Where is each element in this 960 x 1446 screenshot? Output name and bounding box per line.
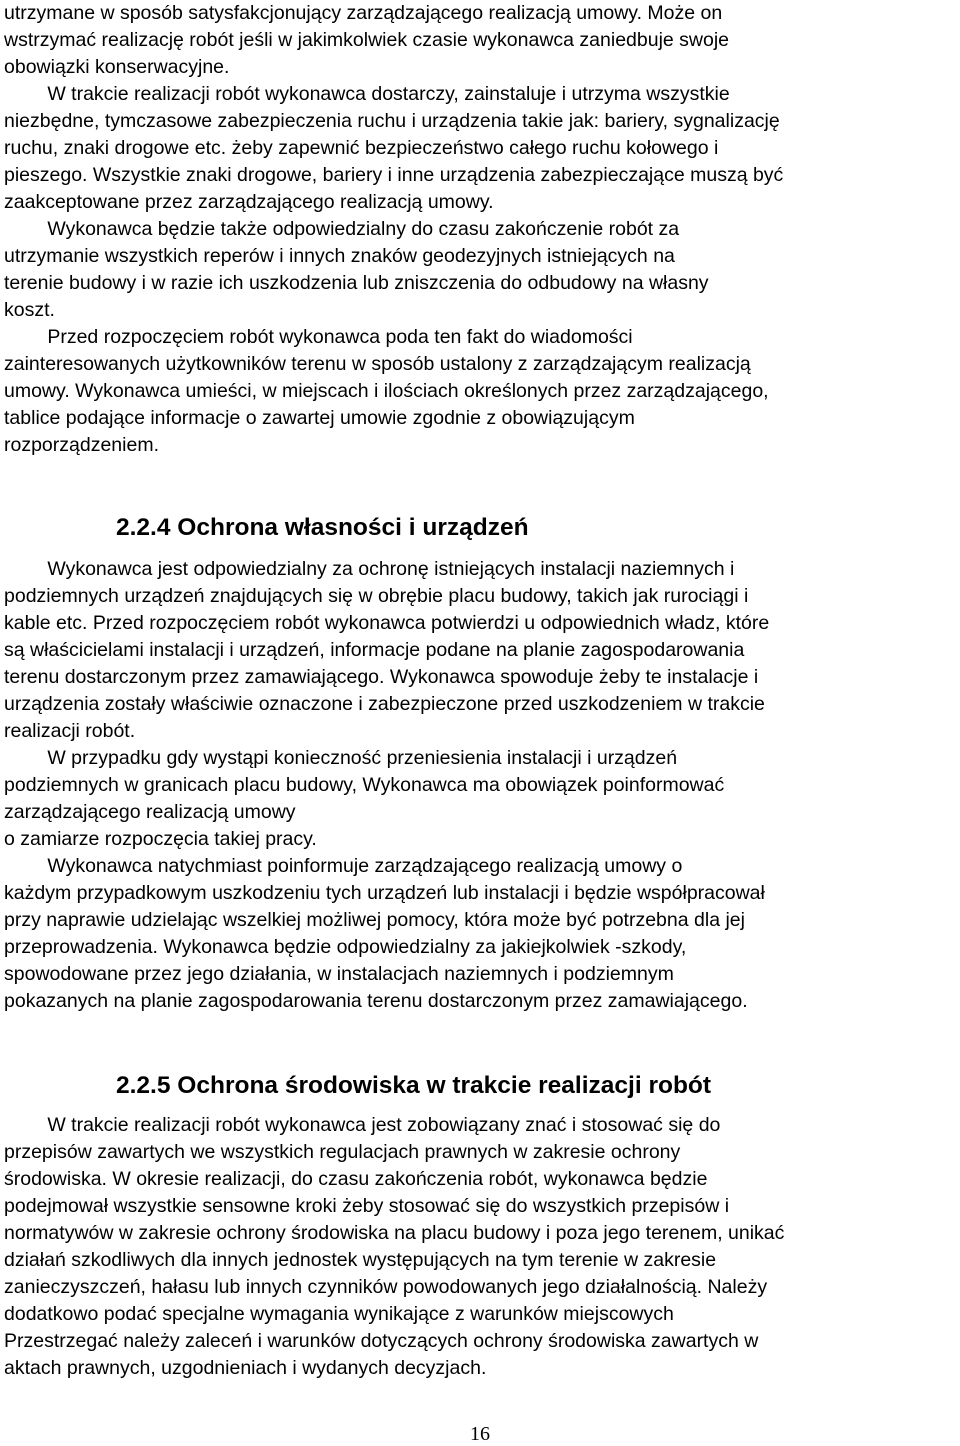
text-line: zainteresowanych użytkowników terenu w sposób ustalony z zarządzającym realizacją: [4, 353, 751, 375]
text-line: przepisów zawartych we wszystkich regulacjach prawnych w zakresie ochrony: [4, 1141, 681, 1163]
text-line: utrzymanie wszystkich reperów i innych znaków geodezyjnych istniejących na: [4, 245, 675, 267]
text-line: przy naprawie udzielając wszelkiej możliwej pomocy, która może być potrzebna dla jej: [4, 909, 745, 931]
text-line: terenie budowy i w razie ich uszkodzenia lub zniszczenia do odbudowy na własny: [4, 272, 709, 294]
text-line: normatywów w zakresie ochrony środowiska na placu budowy i poza jego terenem, unikać: [4, 1222, 785, 1244]
text-line: Przestrzegać należy zaleceń i warunków dotyczących ochrony środowiska zawartych w: [4, 1330, 759, 1352]
text-line: Przed rozpoczęciem robót wykonawca poda ten fakt do wiadomości: [4, 326, 633, 348]
text-line: pieszego. Wszystkie znaki drogowe, bariery i inne urządzenia zabezpieczające muszą być: [4, 164, 784, 186]
text-line: środowiska. W okresie realizacji, do czasu zakończenia robót, wykonawca będzie: [4, 1168, 708, 1190]
text-line: Wykonawca jest odpowiedzialny za ochronę istniejących instalacji naziemnych i: [4, 558, 735, 580]
text-line: podziemnych w granicach placu budowy, Wykonawca ma obowiązek poinformować: [4, 774, 725, 796]
text-line: W przypadku gdy wystąpi konieczność przeniesienia instalacji i urządzeń: [4, 747, 678, 769]
text-line: aktach prawnych, uzgodnieniach i wydanych decyzjach.: [4, 1357, 487, 1379]
text-line: działań szkodliwych dla innych jednostek występujących na tym terenie w zakresie: [4, 1249, 717, 1271]
text-line: pokazanych na planie zagospodarowania terenu dostarczonym przez zamawiającego.: [4, 990, 748, 1012]
text-line: terenu dostarczonym przez zamawiającego. Wykonawca spowoduje żeby te instalacje i: [4, 666, 759, 688]
text-line: podziemnych urządzeń znajdujących się w obrębie placu budowy, takich jak rurociągi i: [4, 585, 749, 607]
text-line: realizacji robót.: [4, 720, 136, 742]
text-line: utrzymane w sposób satysfakcjonujący zarządzającego realizacją umowy. Może on: [4, 2, 723, 24]
text-line: koszt.: [4, 299, 55, 321]
text-line: spowodowane przez jego działania, w instalacjach naziemnych i podziemnym: [4, 963, 674, 985]
section-heading-2-2-4: 2.2.4 Ochrona własności i urządzeń: [116, 514, 529, 541]
text-line: obowiązki konserwacyjne.: [4, 56, 230, 78]
text-line: Wykonawca będzie także odpowiedzialny do czasu zakończenie robót za: [4, 218, 680, 240]
text-line: zarządzającego realizacją umowy: [4, 801, 296, 823]
text-line: urządzenia zostały właściwie oznaczone i zabezpieczone przed uszkodzeniem w trakcie: [4, 693, 765, 715]
text-line: Wykonawca natychmiast poinformuje zarządzającego realizacją umowy o: [4, 855, 683, 877]
text-line: tablice podające informacje o zawartej umowie zgodnie z obowiązującym: [4, 407, 635, 429]
text-line: zaakceptowane przez zarządzającego realizacją umowy.: [4, 191, 494, 213]
text-line: W trakcie realizacji robót wykonawca jest zobowiązany znać i stosować się do: [4, 1114, 721, 1136]
text-line: kable etc. Przed rozpoczęciem robót wykonawca potwierdzi u odpowiednich władz, które: [4, 612, 770, 634]
text-line: rozporządzeniem.: [4, 434, 159, 456]
text-line: dodatkowo podać specjalne wymagania wynikające z warunków miejscowych: [4, 1303, 674, 1325]
text-line: są właścicielami instalacji i urządzeń, informacje podane na planie zagospodarowania: [4, 639, 745, 661]
text-line: o zamiarze rozpoczęcia takiej pracy.: [4, 828, 317, 850]
text-line: niezbędne, tymczasowe zabezpieczenia ruchu i urządzenia takie jak: bariery, sygnalizację: [4, 110, 780, 132]
text-line: podejmował wszystkie sensowne kroki żeby stosować się do wszystkich przepisów i: [4, 1195, 730, 1217]
text-line: przeprowadzenia. Wykonawca będzie odpowiedzialny za jakiejkolwiek -szkody,: [4, 936, 687, 958]
section-heading-2-2-5: 2.2.5 Ochrona środowiska w trakcie realizacji robót: [116, 1072, 712, 1099]
text-line: zanieczyszczeń, hałasu lub innych czynników powodowanych jego działalnością. Należy: [4, 1276, 768, 1298]
text-line: umowy. Wykonawca umieści, w miejscach i ilościach określonych przez zarządzającego,: [4, 380, 769, 402]
page-number: 16: [470, 1423, 490, 1445]
text-line: każdym przypadkowym uszkodzeniu tych urządzeń lub instalacji i będzie współpracował: [4, 882, 765, 904]
text-line: wstrzymać realizację robót jeśli w jakimkolwiek czasie wykonawca zaniedbuje swoje: [4, 29, 730, 51]
text-line: ruchu, znaki drogowe etc. żeby zapewnić bezpieczeństwo całego ruchu kołowego i: [4, 137, 719, 159]
text-line: W trakcie realizacji robót wykonawca dostarczy, zainstaluje i utrzyma wszystkie: [4, 83, 730, 105]
